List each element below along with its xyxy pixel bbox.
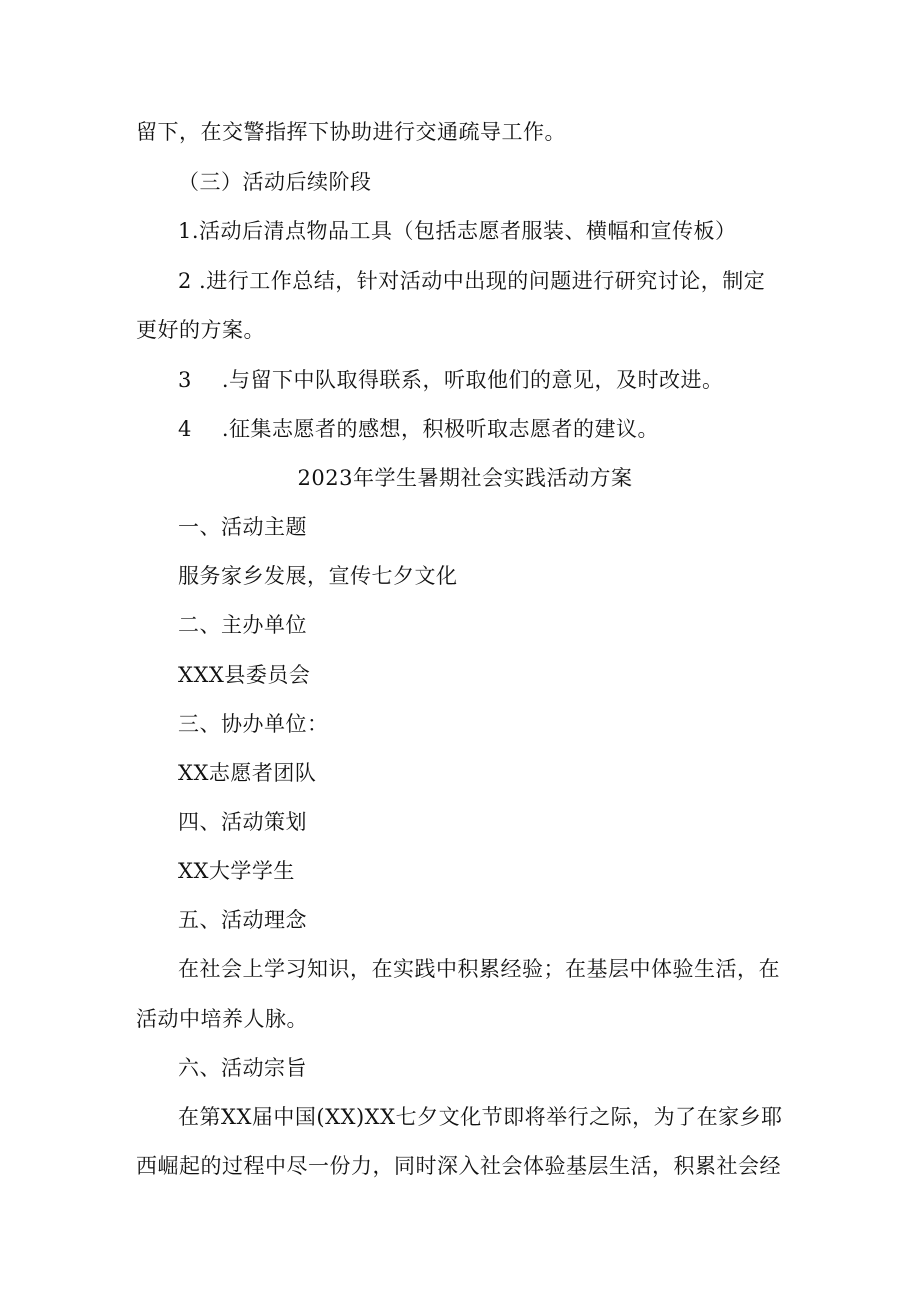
section-1-body: 服务家乡发展，宣传七夕文化 [178,564,458,588]
list-item-3-text: .与留下中队取得联系，听取他们的意见，及时改进。 [221,368,724,392]
paragraph-continuation: 留下，在交警指挥下协助进行交通疏导工作。 [136,120,566,144]
section-3-body: XX志愿者团队 [178,761,317,785]
list-item-1: 1.活动后清点物品工具（包括志愿者服装、横幅和宣传板） [178,219,737,243]
list-item-4-number: 4 [178,417,192,441]
section-6-heading: 六、活动宗旨 [178,1056,307,1080]
section-4-heading: 四、活动策划 [178,810,307,834]
section-6-body-line-2: 西崛起的过程中尽一份力，同时深入社会体验基层生活，积累社会经 [136,1154,781,1178]
stage3-heading: （三）活动后续阶段 [178,170,372,194]
list-item-2-line-1: 2 .进行工作总结，针对活动中出现的问题进行研究讨论，制定 [178,269,766,293]
list-item-4-text: .征集志愿者的感想，积极听取志愿者的建议。 [221,417,660,441]
list-item-3-number: 3 [178,368,192,392]
list-item-2-line-2: 更好的方案。 [136,318,265,342]
list-item-3 [178,365,724,395]
section-5-body-line-2: 活动中培养人脉。 [136,1007,308,1031]
section-5-heading: 五、活动理念 [178,908,307,932]
section-4-body: XX大学学生 [178,859,295,883]
plan-title: 2023年学生暑期社会实践活动方案 [297,466,633,490]
section-2-body: XXX县委员会 [178,663,311,687]
list-item-4 [178,414,659,444]
section-6-body-line-1: 在第XX届中国(XX)XX七夕文化节即将举行之际，为了在家乡耶 [178,1105,783,1129]
section-2-heading: 二、主办单位 [178,613,307,637]
section-3-heading: 三、协办单位： [178,712,329,736]
section-1-heading: 一、活动主题 [178,515,307,539]
section-5-body-line-1: 在社会上学习知识，在实践中积累经验；在基层中体验生活，在 [178,957,780,981]
